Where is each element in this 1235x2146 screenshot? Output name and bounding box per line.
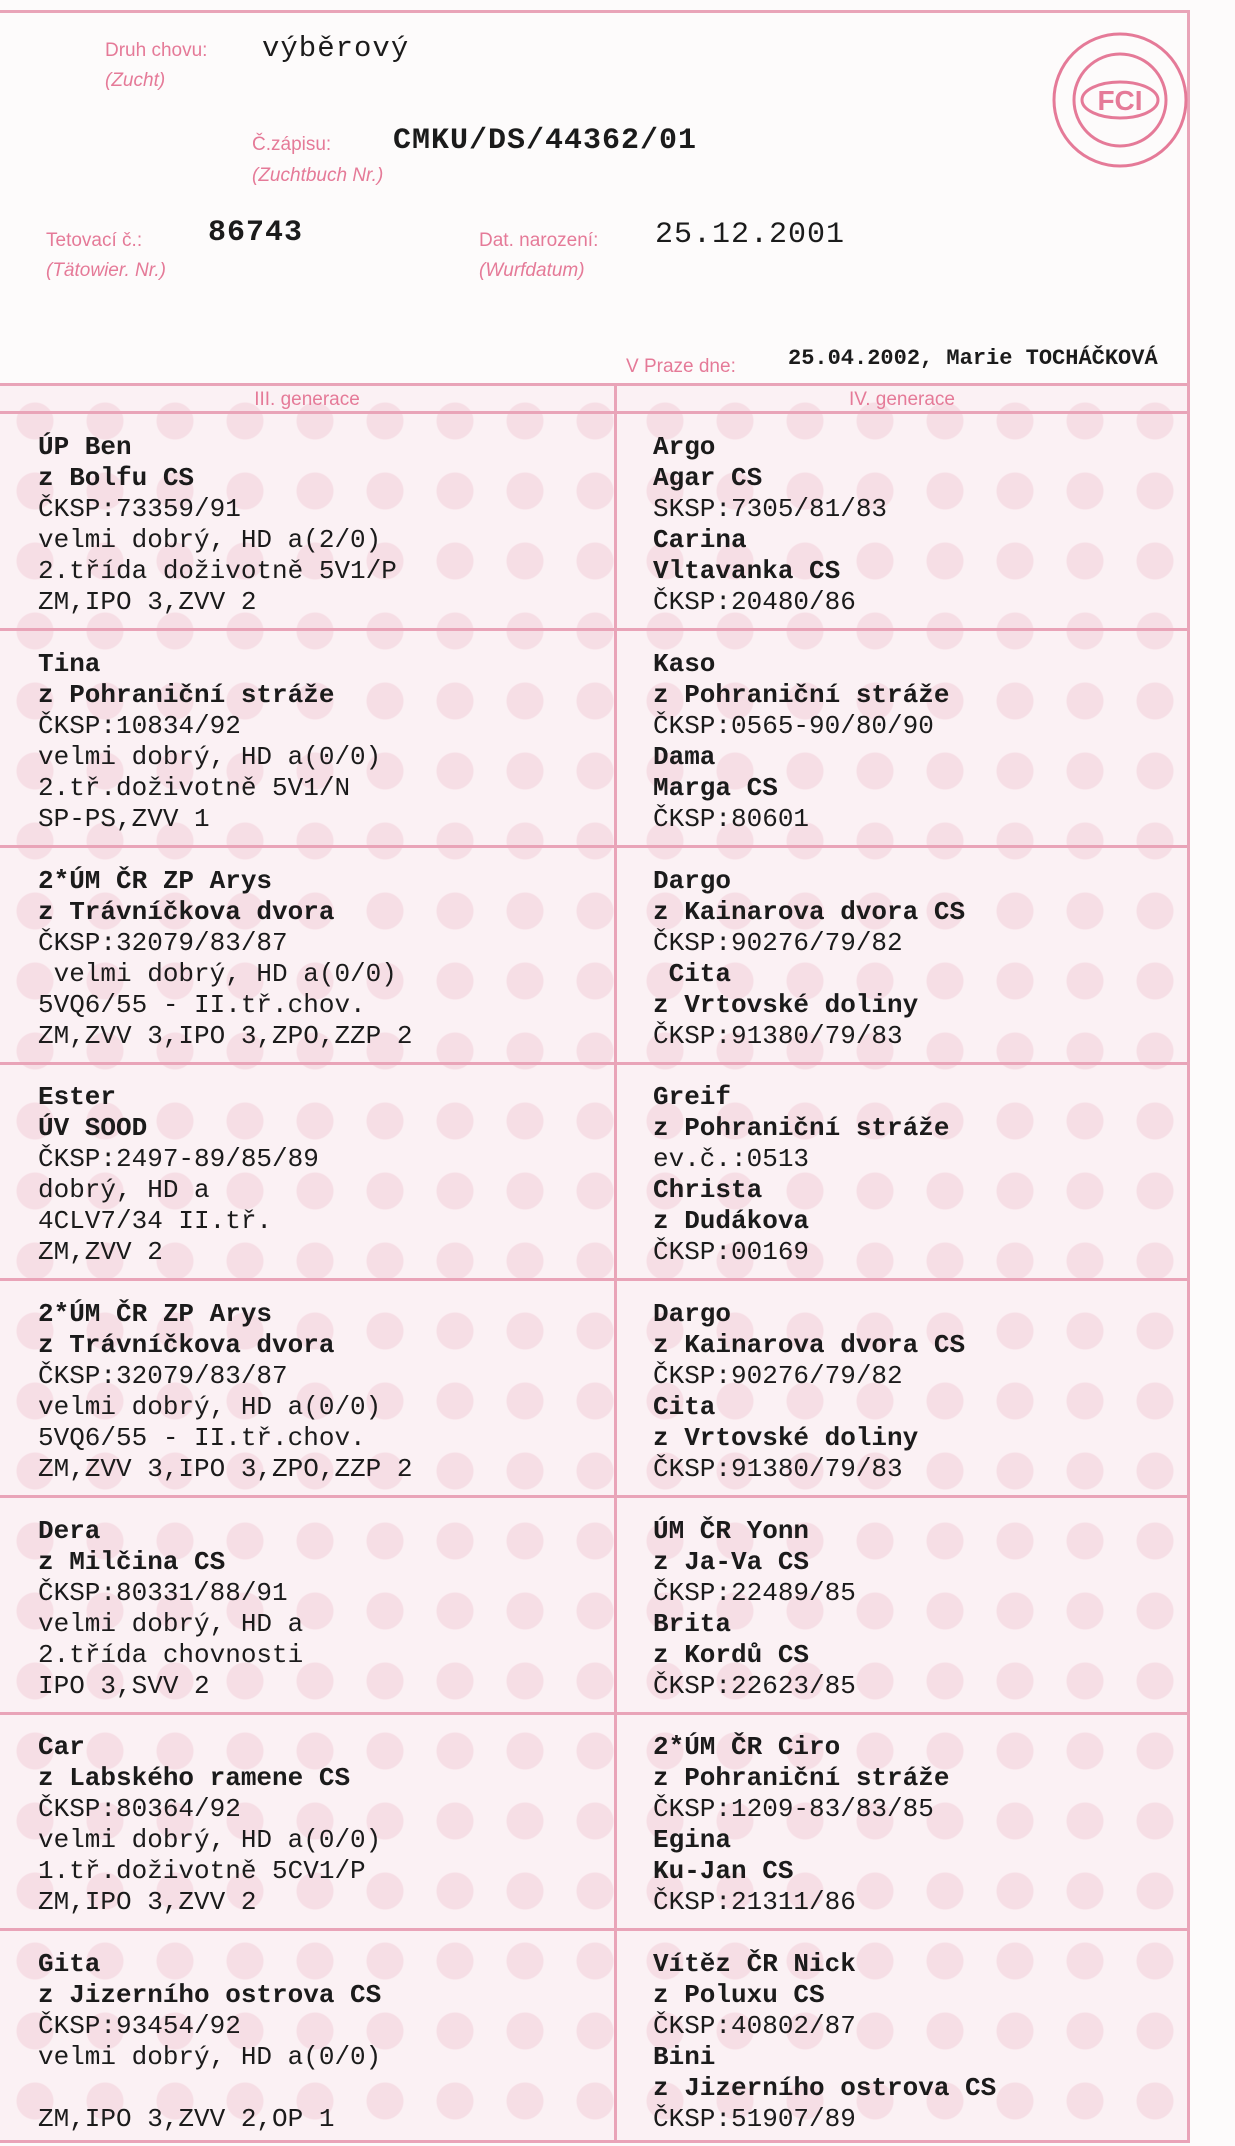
cell-line: Brita xyxy=(653,1609,732,1639)
tet-value: 86743 xyxy=(208,216,304,250)
cell-line: velmi dobrý, HD a(0/0) xyxy=(38,2042,382,2072)
cell-line: z Dudákova xyxy=(653,1206,810,1236)
cell-line: z Milčina CS xyxy=(38,1547,226,1577)
cell-line: z Trávníčkova dvora xyxy=(38,1330,335,1360)
cell-line: ČKSP:20480/86 xyxy=(653,587,856,617)
pedigree-row xyxy=(0,1064,1190,1281)
cell-line: z Labského ramene CS xyxy=(38,1763,351,1793)
cell-line: ČKSP:00169 xyxy=(653,1237,810,1267)
cell-line: velmi dobrý, HD a(0/0) xyxy=(38,1392,382,1422)
cell-line: 2.tř.doživotně 5V1/N xyxy=(38,773,351,803)
cell-line: velmi dobrý, HD a xyxy=(38,1609,304,1639)
gen3-cell xyxy=(38,1516,303,1702)
cell-line: ZM,IPO 3,ZVV 2 xyxy=(38,587,257,617)
cell-line: Dargo xyxy=(653,1299,732,1329)
cell-line: Gita xyxy=(38,1949,101,1979)
cell-line: Dera xyxy=(38,1516,101,1546)
cell-line: ČKSP:0565-90/80/90 xyxy=(653,711,934,741)
cell-line: ÚV SOOD xyxy=(38,1113,148,1143)
cell-line: ČKSP:51907/89 xyxy=(653,2104,856,2134)
cell-line: Vltavanka CS xyxy=(653,556,841,586)
pedigree-row xyxy=(0,1714,1190,1931)
cell-line: Ester xyxy=(38,1082,117,1112)
cell-line: z Poluxu CS xyxy=(653,1980,825,2010)
dat-sub: (Wurfdatum) xyxy=(479,260,585,281)
cell-line: ČKSP:80364/92 xyxy=(38,1794,241,1824)
cell-line: 1.tř.doživotně 5CV1/P xyxy=(38,1856,366,1886)
druh-label: Druh chovu: xyxy=(105,40,208,61)
cell-line: z Kainarova dvora CS xyxy=(653,1330,966,1360)
cell-line: dobrý, HD a xyxy=(38,1175,210,1205)
cell-line: z Vrtovské doliny xyxy=(653,1423,919,1453)
cell-line: Agar CS xyxy=(653,463,763,493)
cell-line: ÚP Ben xyxy=(38,432,132,462)
cell-line: z Pohraniční stráže xyxy=(653,1113,950,1143)
cell-line: ČKSP:73359/91 xyxy=(38,494,241,524)
cell-line: 4CLV7/34 II.tř. xyxy=(38,1206,273,1236)
cell-line: Egina xyxy=(653,1825,732,1855)
cell-line: ZM,ZVV 3,IPO 3,ZPO,ZZP 2 xyxy=(38,1021,413,1051)
cell-line: z Kainarova dvora CS xyxy=(653,897,966,927)
cell-line: z Kordů CS xyxy=(653,1640,810,1670)
gen4-cell xyxy=(653,1082,949,1268)
gen4-cell xyxy=(653,1299,965,1485)
cell-line: z Pohraniční stráže xyxy=(38,680,335,710)
cell-line: velmi dobrý, HD a(2/0) xyxy=(38,525,382,555)
druh-sub: (Zucht) xyxy=(105,70,166,91)
cell-line: velmi dobrý, HD a(0/0) xyxy=(38,1825,382,1855)
cell-line: ČKSP:90276/79/82 xyxy=(653,1361,903,1391)
zapis-value: CMKU/DS/44362/01 xyxy=(393,124,698,158)
cell-line: ČKSP:40802/87 xyxy=(653,2011,856,2041)
cell-line: ZM,ZVV 2 xyxy=(38,1237,163,1267)
gen3-cell xyxy=(38,1299,412,1485)
cell-line: 2*ÚM ČR ZP Arys xyxy=(38,1299,273,1329)
cell-line: velmi dobrý, HD a(0/0) xyxy=(38,959,397,989)
gen4-cell xyxy=(653,1949,996,2135)
cell-line: SKSP:7305/81/83 xyxy=(653,494,888,524)
zapis-sub: (Zuchtbuch Nr.) xyxy=(252,165,384,186)
gen3-cell xyxy=(38,1949,381,2135)
header-frame xyxy=(0,10,1190,385)
cell-line: ZM,ZVV 3,IPO 3,ZPO,ZZP 2 xyxy=(38,1454,413,1484)
cell-line: Marga CS xyxy=(653,773,778,803)
cell-line: Dama xyxy=(653,742,716,772)
dat-value: 25.12.2001 xyxy=(655,218,846,252)
cell-line: Dargo xyxy=(653,866,732,896)
cell-line: Car xyxy=(38,1732,85,1762)
cell-line: IPO 3,SVV 2 xyxy=(38,1671,210,1701)
gen4-cell xyxy=(653,1732,949,1918)
seal-text: FCI xyxy=(1097,85,1143,116)
cell-line: 2*ÚM ČR ZP Arys xyxy=(38,866,273,896)
cell-line: ČKSP:21311/86 xyxy=(653,1887,856,1917)
cell-line: ČKSP:1209-83/83/85 xyxy=(653,1794,934,1824)
cell-line: 5VQ6/55 - II.tř.chov. xyxy=(38,1423,366,1453)
cell-line: Tina xyxy=(38,649,101,679)
pedigree-row xyxy=(0,414,1190,631)
gen3-cell xyxy=(38,649,381,835)
gen4-cell xyxy=(653,1516,856,1702)
cell-line: z Trávníčkova dvora xyxy=(38,897,335,927)
gen3-cell xyxy=(38,432,397,618)
pedigree-grid xyxy=(0,383,1190,2143)
gen4-cell xyxy=(653,866,965,1052)
cell-line: Cita xyxy=(653,1392,716,1422)
cell-line: z Ja-Va CS xyxy=(653,1547,810,1577)
pedigree-row xyxy=(0,1931,1190,2143)
cell-line: ČKSP:2497-89/85/89 xyxy=(38,1144,319,1174)
cell-line: Ku-Jan CS xyxy=(653,1856,794,1886)
cell-line: ev.č.:0513 xyxy=(653,1144,810,1174)
cell-line: ČKSP:93454/92 xyxy=(38,2011,241,2041)
cell-line: ÚM ČR Yonn xyxy=(653,1516,810,1546)
cell-line: ČKSP:32079/83/87 xyxy=(38,928,288,958)
pedigree-row xyxy=(0,631,1190,848)
cell-line: ČKSP:90276/79/82 xyxy=(653,928,903,958)
cell-line: Carina xyxy=(653,525,747,555)
zapis-label: Č.zápisu: xyxy=(252,134,332,155)
cell-line: 2*ÚM ČR Ciro xyxy=(653,1732,841,1762)
cell-line: Greif xyxy=(653,1082,732,1112)
praha-value: 25.04.2002, Marie TOCHÁČKOVÁ xyxy=(788,346,1158,371)
cell-line: ZM,IPO 3,ZVV 2,OP 1 xyxy=(38,2104,335,2134)
cell-line: ČKSP:10834/92 xyxy=(38,711,241,741)
cell-line: z Vrtovské doliny xyxy=(653,990,919,1020)
tet-sub: (Tätowier. Nr.) xyxy=(46,260,166,281)
gen4-cell xyxy=(653,649,949,835)
cell-line: 2.třída chovnosti xyxy=(38,1640,304,1670)
gen4-cell xyxy=(653,432,887,618)
cell-line: Argo xyxy=(653,432,716,462)
cell-line: velmi dobrý, HD a(0/0) xyxy=(38,742,382,772)
tet-label: Tetovací č.: xyxy=(46,230,143,251)
praha-label: V Praze dne: xyxy=(626,356,736,377)
column-header-gen4: IV. generace xyxy=(617,386,1187,414)
cell-line: SP-PS,ZVV 1 xyxy=(38,804,210,834)
cell-line: ČKSP:22623/85 xyxy=(653,1671,856,1701)
gen3-cell xyxy=(38,1732,381,1918)
cell-line: ČKSP:80601 xyxy=(653,804,810,834)
cell-line: ZM,IPO 3,ZVV 2 xyxy=(38,1887,257,1917)
cell-line: z Jizerního ostrova CS xyxy=(653,2073,997,2103)
cell-line: Vítěz ČR Nick xyxy=(653,1949,856,1979)
cell-line xyxy=(38,2073,381,2104)
column-header-gen3: III. generace xyxy=(0,386,614,414)
dat-label: Dat. narození: xyxy=(479,230,599,251)
gen3-cell xyxy=(38,1082,319,1268)
fci-seal-icon xyxy=(1050,30,1190,170)
cell-line: ČKSP:32079/83/87 xyxy=(38,1361,288,1391)
pedigree-row xyxy=(0,848,1190,1065)
pedigree-row xyxy=(0,1498,1190,1715)
druh-value: výběrový xyxy=(262,32,410,65)
cell-line: ČKSP:91380/79/83 xyxy=(653,1454,903,1484)
cell-line: z Jizerního ostrova CS xyxy=(38,1980,382,2010)
cell-line: 2.třída doživotně 5V1/P xyxy=(38,556,397,586)
cell-line: ČKSP:22489/85 xyxy=(653,1578,856,1608)
cell-line: ČKSP:91380/79/83 xyxy=(653,1021,903,1051)
cell-line: z Pohraniční stráže xyxy=(653,1763,950,1793)
cell-line: ČKSP:80331/88/91 xyxy=(38,1578,288,1608)
cell-line: Cita xyxy=(653,959,732,989)
cell-line: z Pohraniční stráže xyxy=(653,680,950,710)
cell-line: 5VQ6/55 - II.tř.chov. xyxy=(38,990,366,1020)
gen3-cell xyxy=(38,866,412,1052)
cell-line: z Bolfu CS xyxy=(38,463,195,493)
cell-line: Bini xyxy=(653,2042,716,2072)
cell-line: Kaso xyxy=(653,649,716,679)
pedigree-row xyxy=(0,1281,1190,1498)
cell-line: Christa xyxy=(653,1175,763,1205)
